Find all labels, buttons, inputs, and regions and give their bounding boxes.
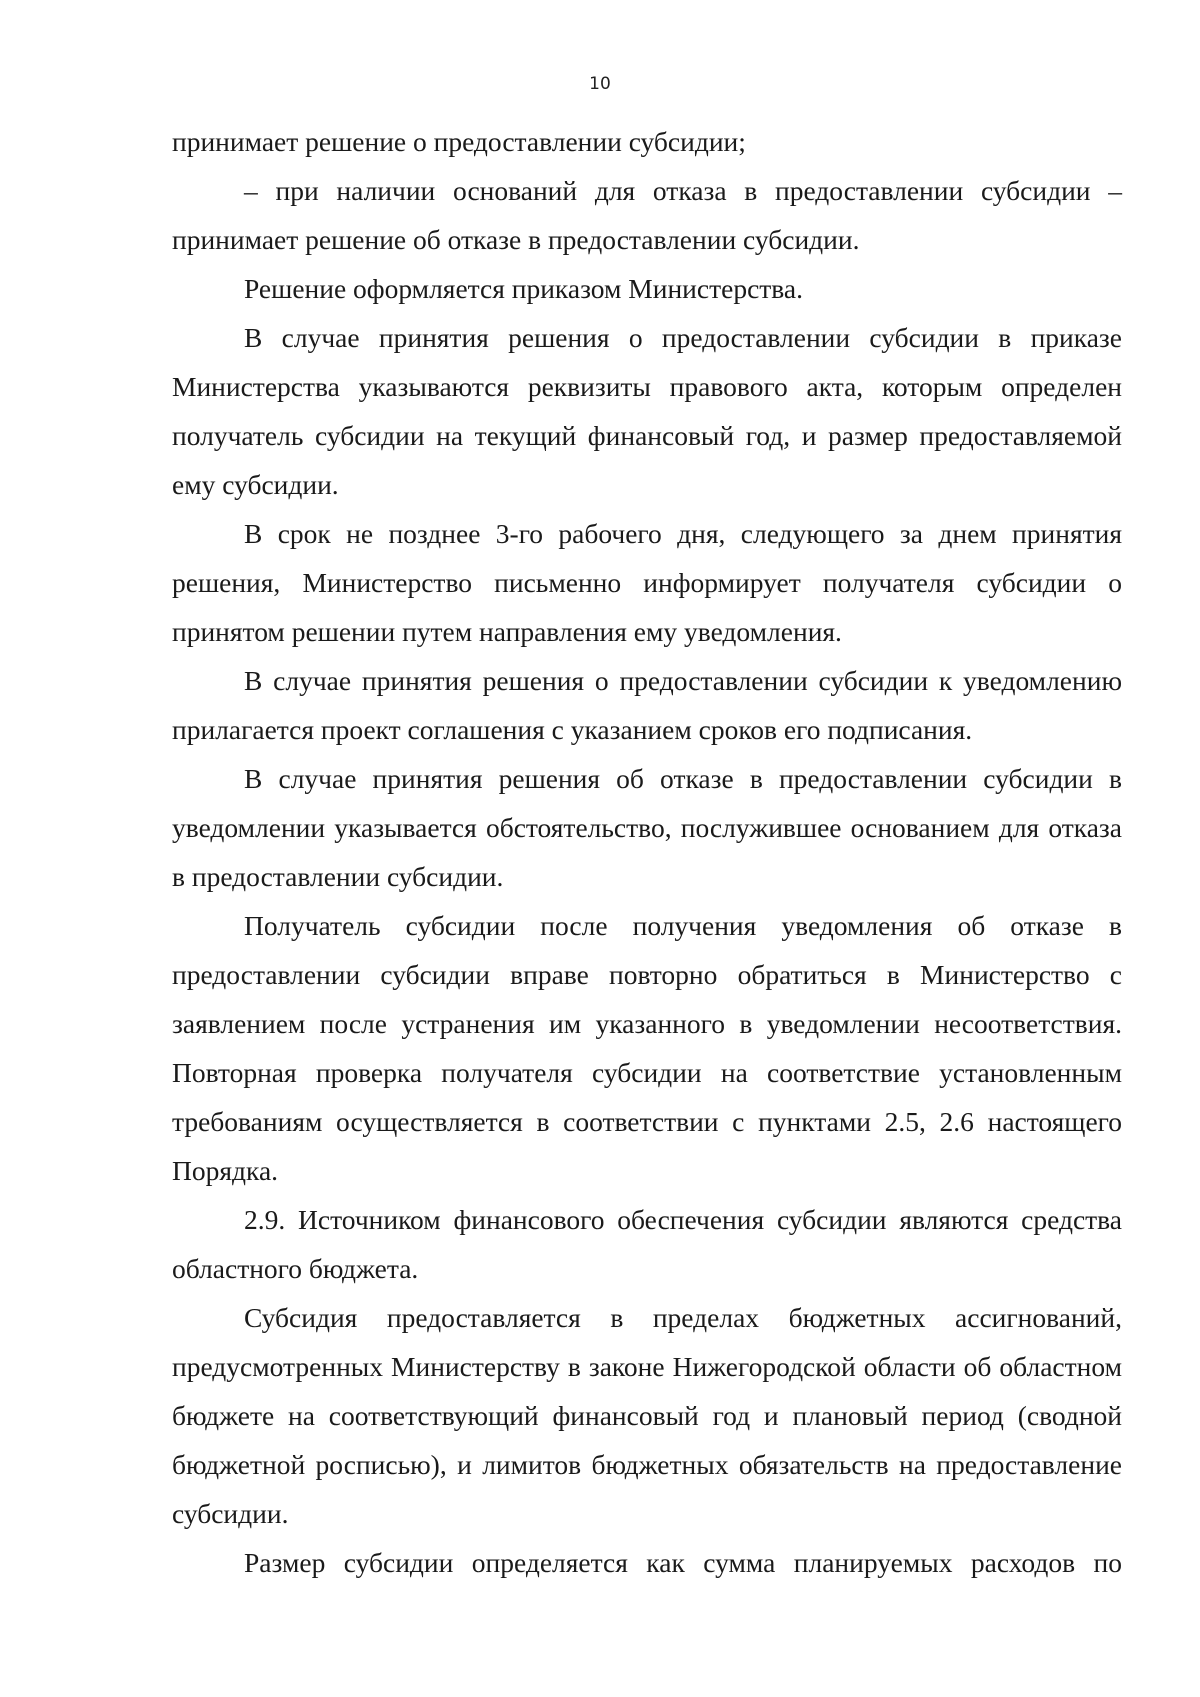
paragraph: 2.9. Источником финансового обеспечения субсидии являются средства областного бюджета. (172, 1204, 1122, 1284)
paragraph: Решение оформляется приказом Министерства. (244, 273, 803, 304)
paragraph: Размер субсидии определяется как сумма планируемых расходов по (244, 1547, 1122, 1578)
paragraph: В случае принятия решения об отказе в предоставлении субсидии в уведомлении указывается обстоятельство, послужившее основанием для отказа в предоставлении субсидии. (172, 763, 1122, 892)
document-body (172, 117, 1122, 1587)
paragraph: В срок не позднее 3-го рабочего дня, следующего за днем принятия решения, Министерство письменно информирует получателя субсидии о принятом решении путем направления ему уведомления. (172, 518, 1122, 647)
paragraph: Получатель субсидии после получения уведомления об отказе в предоставлении субсидии вправе повторно обратиться в Министерство с заявлением после устранения им указанного в уведомлении несоответствия. Повторная проверка получателя субсидии на соответствие установленным требованиям осуществляется в соответствии с пунктами 2.5, 2.6 настоящего Порядка. (172, 910, 1122, 1186)
paragraph: В случае принятия решения о предоставлении субсидии к уведомлению прилагается проект соглашения с указанием сроков его подписания. (172, 665, 1122, 745)
paragraph: принимает решение о предоставлении субсидии; (172, 126, 746, 157)
paragraph: Субсидия предоставляется в пределах бюджетных ассигнований, предусмотренных Министерству в законе Нижегородской области об областном бюджете на соответствующий финансовый год и плановый период (сводной бюджетной росписью), и лимитов бюджетных обязательств на предоставление субсидии. (172, 1302, 1122, 1529)
page-number: 10 (589, 74, 611, 94)
paragraph: В случае принятия решения о предоставлении субсидии в приказе Министерства указываются реквизиты правового акта, которым определен получатель субсидии на текущий финансовый год, и размер предоставляемой ему субсидии. (172, 322, 1122, 500)
paragraph: – при наличии оснований для отказа в предоставлении субсидии – принимает решение об отказе в предоставлении субсидии. (172, 175, 1122, 255)
